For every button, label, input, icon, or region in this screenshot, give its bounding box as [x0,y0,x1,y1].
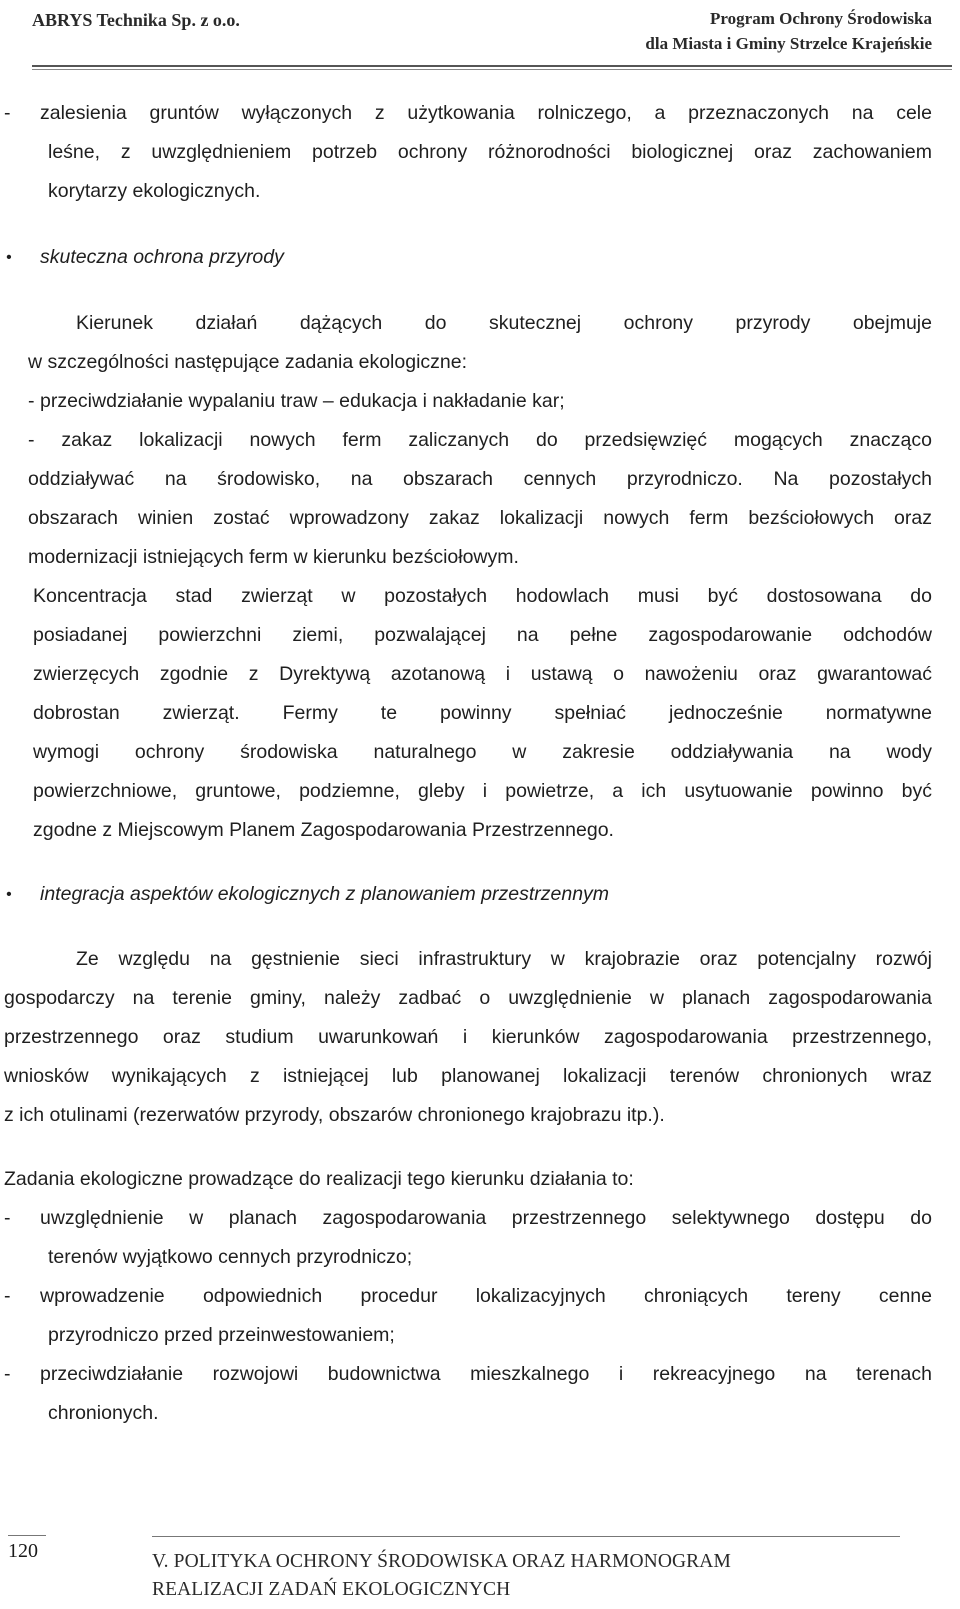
list-item-line: leśne, z uwzględnieniem potrzeb ochrony różnorodności biologicznej oraz zachowaniem [48,141,932,163]
page-header [0,0,960,72]
header-rule-thin [32,69,952,70]
footer-title-line1: V. POLITYKA OCHRONY ŚRODOWISKA ORAZ HARMONOGRAM [152,1551,731,1572]
list-item-line: zalesienia gruntów wyłączonych z użytkowania rolniczego, a przeznaczonych na cele [40,102,932,124]
paragraph-line: powierzchniowe, gruntowe, podziemne, gleby i powietrze, a ich usytuowanie powinno być [33,780,932,802]
paragraph-line: Ze względu na gęstnienie sieci infrastruktury w krajobrazie oraz potencjalny rozwój [76,948,932,970]
paragraph-line: oddziaływać na środowisko, na obszarach cennych przyrodniczo. Na pozostałych [28,468,932,490]
paragraph-line: gospodarczy na terenie gminy, należy zadbać o uwzględnienie w planach zagospodarowania [4,987,932,1009]
paragraph-line: Kierunek działań dążących do skutecznej ochrony przyrody obejmuje [76,312,932,334]
list-item-line: chronionych. [48,1402,159,1424]
footer-title-line2: REALIZACJI ZADAŃ EKOLOGICZNYCH [152,1579,511,1600]
footer-rule [152,1536,900,1537]
section-heading: integracja aspektów ekologicznych z planowaniem przestrzennym [40,883,610,905]
paragraph-line: przestrzennego oraz studium uwarunkowań i kierunków zagospodarowania przestrzennego, [4,1026,932,1048]
bullet-icon: • [6,249,12,266]
paragraph-line: dobrostan zwierząt. Fermy te powinny spełniać jednocześnie normatywne [33,702,932,724]
paragraph-line: z ich otulinami (rezerwatów przyrody, obszarów chronionego krajobrazu itp.). [4,1104,665,1126]
bullet-icon: • [6,886,12,903]
list-dash: - [4,1207,11,1229]
paragraph-line: - zakaz lokalizacji nowych ferm zaliczanych do przedsięwzięć mogących znacząco [28,429,932,451]
list-item-text: przeciwdziałanie wypalaniu traw – edukacja i nakładanie kar; [40,390,565,412]
list-dash: - [4,1363,11,1385]
header-rule [32,65,952,67]
paragraph-line: zgodne z Miejscowym Planem Zagospodarowania Przestrzennego. [33,819,614,841]
program-title-line1: Program Ochrony Środowiska [710,9,932,28]
program-title-line2: dla Miasta i Gminy Strzelce Krajeńskie [645,34,932,53]
list-item-line: przyrodniczo przed przeinwestowaniem; [48,1324,395,1346]
paragraph-line: w szczególności następujące zadania ekologiczne: [28,351,468,373]
paragraph-line: obszarach winien zostać wprowadzony zakaz lokalizacji nowych ferm bezściołowych oraz [28,507,932,529]
list-item-line: przeciwdziałanie rozwojowi budownictwa mieszkalnego i rekreacyjnego na terenach [40,1363,932,1385]
paragraph-line: Koncentracja stad zwierząt w pozostałych hodowlach musi być dostosowana do [33,585,932,607]
list-item-line: uwzględnienie w planach zagospodarowania przestrzennego selektywnego dostępu do [40,1207,932,1229]
list-item-line: wprowadzenie odpowiednich procedur lokalizacyjnych chroniących tereny cenne [40,1285,932,1307]
page-number: 120 [8,1540,38,1562]
paragraph-line: posiadanej powierzchni ziemi, pozwalającej na pełne zagospodarowanie odchodów [33,624,932,646]
list-item-line: terenów wyjątkowo cennych przyrodniczo; [48,1246,413,1268]
list-dash: - [4,102,11,124]
section-heading: skuteczna ochrona przyrody [40,246,284,268]
footer-title [152,1548,892,1604]
program-title [512,6,932,56]
company-name: ABRYS Technika Sp. z o.o. [32,10,240,30]
tasks-intro: Zadania ekologiczne prowadzące do realizacji tego kierunku działania to: [4,1168,634,1190]
list-dash: - [4,1285,11,1307]
list-item-line: korytarzy ekologicznych. [48,180,261,202]
paragraph-line: wniosków wynikających z istniejącej lub planowanej lokalizacji terenów chronionych wraz [4,1065,932,1087]
paragraph-line: modernizacji istniejących ferm w kierunku bezściołowym. [28,546,519,568]
paragraph-line: wymogi ochrony środowiska naturalnego w zakresie oddziaływania na wody [33,741,932,763]
page-number-rule [8,1535,46,1536]
list-dash: - [28,390,35,412]
paragraph-line: zwierzęcych zgodnie z Dyrektywą azotanową i ustawą o nawożeniu oraz gwarantować [33,663,932,685]
